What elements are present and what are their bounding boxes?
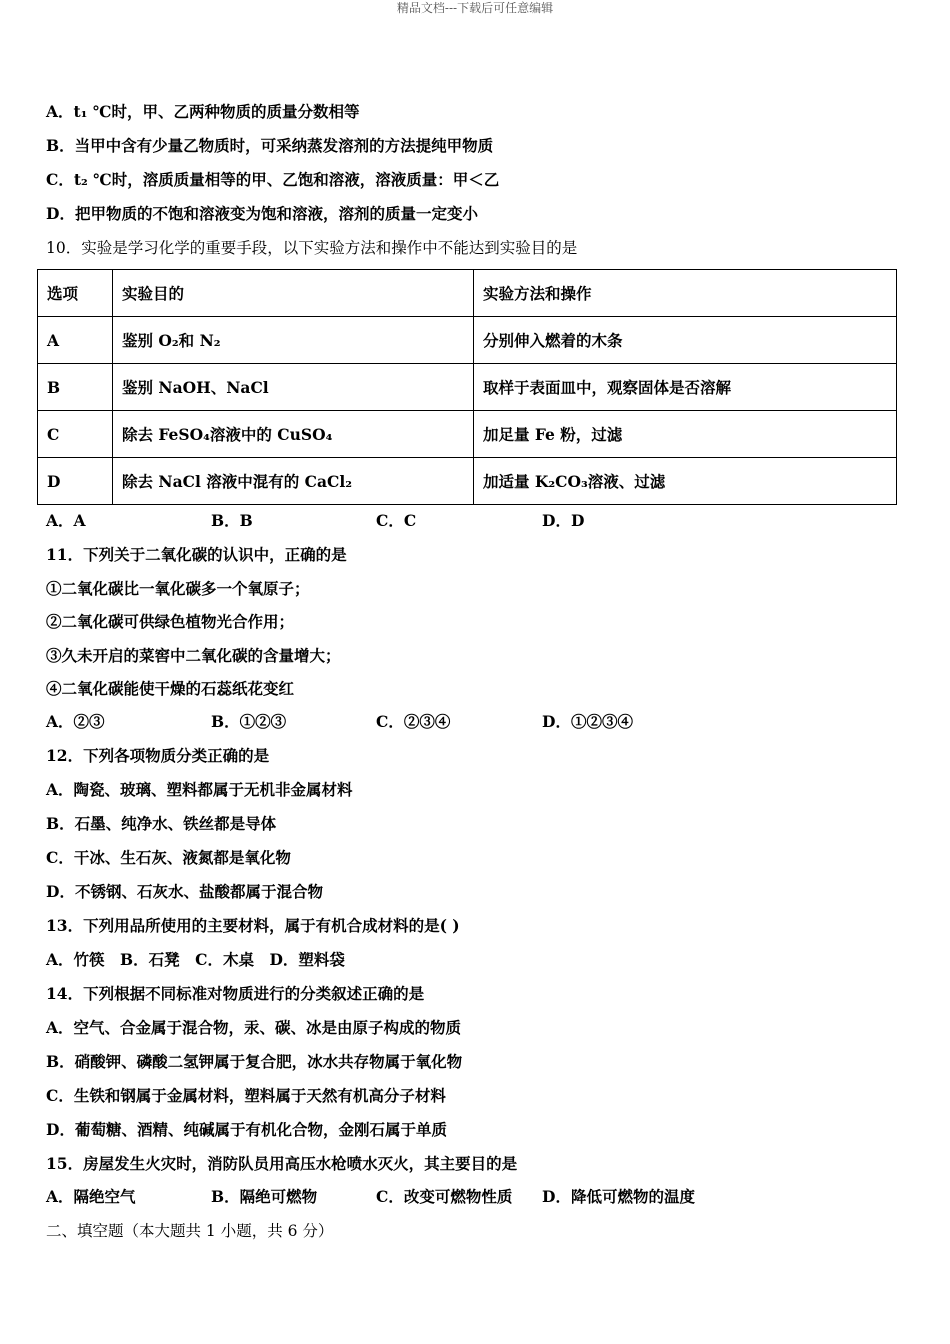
table-cell: 鉴别 O₂和 N₂	[113, 317, 474, 364]
q12-option-d: D．不锈钢、石灰水、盐酸都属于混合物	[46, 882, 323, 901]
q10-title: 10．实验是学习化学的重要手段，以下实验方法和操作中不能达到实验目的是	[46, 239, 578, 257]
q10-option-b: B．B	[211, 511, 253, 530]
q11-option-d: D．①②③④	[542, 712, 633, 731]
q11-title: 11．下列关于二氧化碳的认识中，正确的是	[46, 545, 347, 564]
q10-option-c: C．C	[376, 511, 417, 530]
q15-option-c: C．改变可燃物性质	[376, 1187, 513, 1206]
table-row	[38, 364, 897, 411]
q11-statement-4: ④二氧化碳能使干燥的石蕊纸花变红	[46, 679, 295, 698]
q11-option-a: A．②③	[46, 712, 105, 731]
q9-option-d: D．把甲物质的不饱和溶液变为饱和溶液，溶剂的质量一定变小	[46, 204, 478, 223]
q15-title: 15．房屋发生火灾时，消防队员用高压水枪喷水灭火，其主要目的是	[46, 1154, 518, 1173]
table-header-cell: 选项	[38, 270, 113, 317]
q14-title: 14．下列根据不同标准对物质进行的分类叙述正确的是	[46, 984, 425, 1003]
table-cell: 除去 NaCl 溶液中混有的 CaCl₂	[113, 458, 474, 505]
q13-title: 13．下列用品所使用的主要材料，属于有机合成材料的是( )	[46, 916, 460, 935]
table-cell: 除去 FeSO₄溶液中的 CuSO₄	[113, 411, 474, 458]
q10-option-d: D．D	[542, 511, 585, 530]
table-cell: D	[38, 458, 113, 505]
q11-option-b: B．①②③	[211, 712, 287, 731]
q12-option-c: C．干冰、生石灰、液氮都是氧化物	[46, 848, 291, 867]
q12-option-a: A．陶瓷、玻璃、塑料都属于无机非金属材料	[46, 780, 353, 799]
table-row	[38, 411, 897, 458]
table-header-cell: 实验目的	[113, 270, 474, 317]
q9-option-a: A．t₁ ℃时，甲、乙两种物质的质量分数相等	[46, 102, 360, 121]
table-header-row	[38, 270, 897, 317]
table-row	[38, 317, 897, 364]
q11-statement-2: ②二氧化碳可供绿色植物光合作用；	[46, 612, 295, 631]
table-cell: B	[38, 364, 113, 411]
table-row	[38, 458, 897, 505]
table-cell: A	[38, 317, 113, 364]
q13-options: A．竹筷 B．石凳 C．木桌 D．塑料袋	[46, 950, 345, 969]
q14-option-b: B．硝酸钾、磷酸二氢钾属于复合肥，冰水共存物属于氧化物	[46, 1052, 463, 1071]
q11-statement-1: ①二氧化碳比一氧化碳多一个氧原子；	[46, 579, 310, 598]
q10-option-a: A．A	[46, 511, 86, 530]
q12-title: 12．下列各项物质分类正确的是	[46, 746, 270, 765]
experiment-table	[37, 269, 897, 505]
q9-option-c: C．t₂ ℃时，溶质质量相等的甲、乙饱和溶液，溶液质量：甲＜乙	[46, 170, 500, 189]
table-cell: C	[38, 411, 113, 458]
table-cell: 取样于表面皿中，观察固体是否溶解	[474, 364, 897, 411]
page-header: 精品文档---下载后可任意编辑	[396, 1, 554, 15]
q14-option-d: D．葡萄糖、酒精、纯碱属于有机化合物，金刚石属于单质	[46, 1120, 447, 1139]
q11-option-c: C．②③④	[376, 712, 451, 731]
section-2-heading: 二、填空题（本大题共 1 小题，共 6 分）	[46, 1222, 334, 1240]
q14-option-c: C．生铁和钢属于金属材料，塑料属于天然有机高分子材料	[46, 1086, 446, 1105]
q12-option-b: B．石墨、纯净水、铁丝都是导体	[46, 814, 277, 833]
table-cell: 加足量 Fe 粉，过滤	[474, 411, 897, 458]
q15-option-a: A．隔绝空气	[46, 1187, 136, 1206]
table-cell: 分别伸入燃着的木条	[474, 317, 897, 364]
q15-option-b: B．隔绝可燃物	[211, 1187, 318, 1206]
q15-option-d: D．降低可燃物的温度	[542, 1187, 695, 1206]
q11-statement-3: ③久未开启的菜窖中二氧化碳的含量增大；	[46, 646, 341, 665]
table-cell: 加适量 K₂CO₃溶液、过滤	[474, 458, 897, 505]
table-cell: 鉴别 NaOH、NaCl	[113, 364, 474, 411]
q14-option-a: A．空气、合金属于混合物，汞、碳、冰是由原子构成的物质	[46, 1018, 462, 1037]
table-header-cell: 实验方法和操作	[474, 270, 897, 317]
q9-option-b: B．当甲中含有少量乙物质时，可采纳蒸发溶剂的方法提纯甲物质	[46, 136, 494, 155]
